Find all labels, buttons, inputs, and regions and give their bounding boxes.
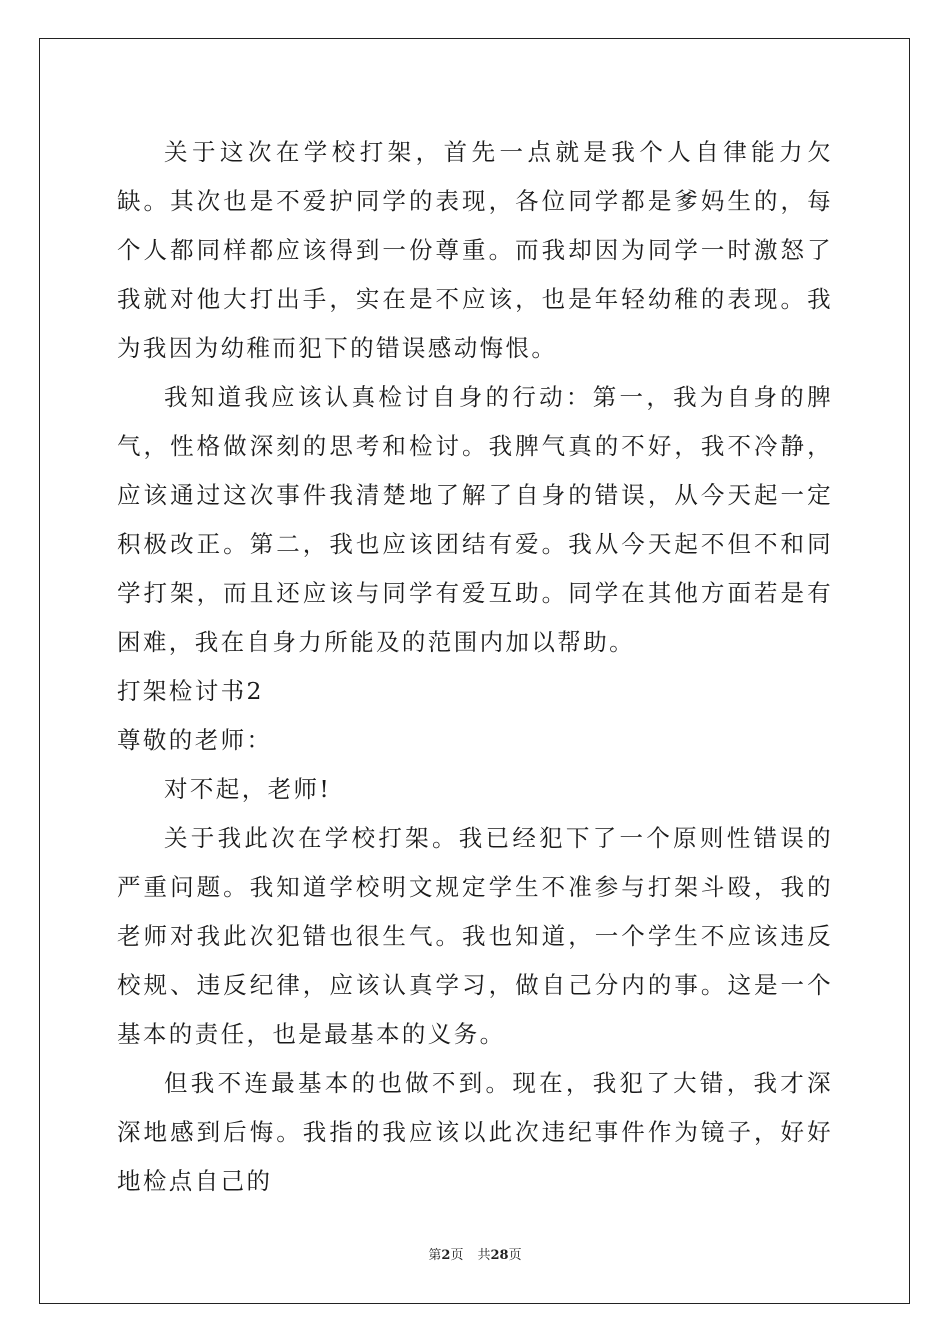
total-pages: 28 (490, 1248, 509, 1263)
total-prefix: 共 (477, 1248, 491, 1263)
paragraph: 但我不连最基本的也做不到。现在，我犯了大错，我才深深地感到后悔。我指的我应该以此次违纪事件作为镜子，好好地检点自己的 (117, 1069, 833, 1195)
paragraph: 我知道我应该认真检讨自身的行动：第一，我为自身的脾气，性格做深刻的思考和检讨。我脾气真的不好，我不冷静，应该通过这次事件我清楚地了解了自身的错误，从今天起一定积极改正。第二，我也应该团结有爱。我从今天起不但不和同学打架，而且还应该与同学有爱互助。同学在其他方面若是有困难，我在自身力所能及的范围内加以帮助。 (117, 383, 833, 656)
page-suffix: 页 (450, 1248, 464, 1263)
document-body (117, 128, 833, 1206)
total-suffix: 页 (508, 1248, 522, 1263)
page-number: 2 (441, 1248, 451, 1263)
paragraph: 对不起，老师! (164, 775, 332, 803)
section-title: 打架检讨书2 (117, 677, 264, 705)
page-prefix: 第 (428, 1248, 442, 1263)
page-footer (0, 1247, 950, 1265)
salutation: 尊敬的老师： (117, 726, 273, 754)
paragraph: 关于我此次在学校打架。我已经犯下了一个原则性错误的严重问题。我知道学校明文规定学生不准参与打架斗殴，我的老师对我此次犯错也很生气。我也知道，一个学生不应该违反校规、违反纪律，应该认真学习，做自己分内的事。这是一个基本的责任，也是最基本的义务。 (117, 824, 833, 1048)
paragraph: 关于这次在学校打架，首先一点就是我个人自律能力欠缺。其次也是不爱护同学的表现，各位同学都是爹妈生的，每个人都同样都应该得到一份尊重。而我却因为同学一时激怒了我就对他大打出手，实在是不应该，也是年轻幼稚的表现。我为我因为幼稚而犯下的错误感动悔恨。 (117, 138, 833, 362)
